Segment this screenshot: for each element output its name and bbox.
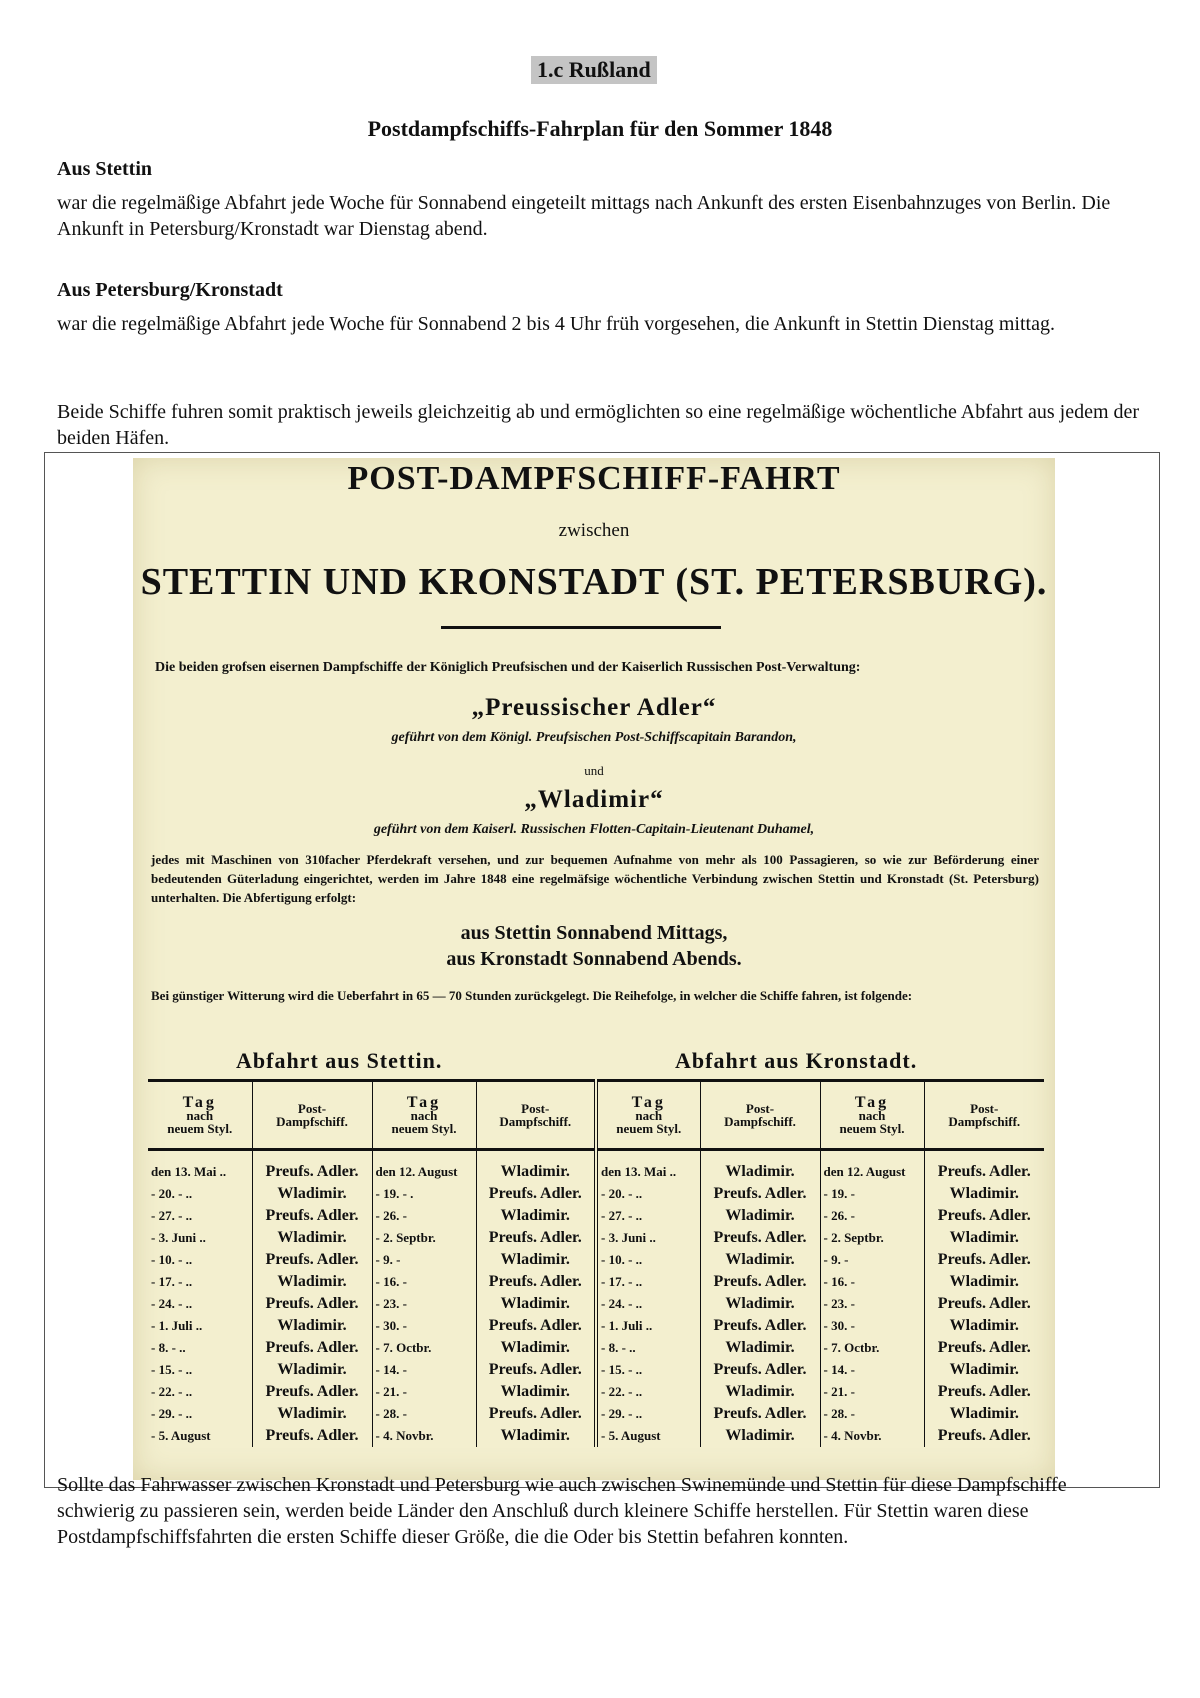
cell-ship: Wladimir. — [700, 1205, 820, 1227]
cell-ship: Preufs. Adler. — [252, 1293, 372, 1315]
cell-date: - 5. August — [148, 1425, 252, 1447]
ship1-name: „Preussischer Adler“ — [471, 694, 717, 721]
cell-ship: Wladimir. — [476, 1205, 596, 1227]
cell-ship: Preufs. Adler. — [700, 1227, 820, 1249]
cell-date: - 10. - .. — [148, 1249, 252, 1271]
section-heading-stettin: Aus Stettin — [57, 158, 153, 180]
cell-ship: Wladimir. — [252, 1315, 372, 1337]
cell-date: - 15. - .. — [596, 1359, 700, 1381]
section-stettin-heading: Abfahrt aus Stettin. — [236, 1048, 443, 1073]
col-header-ship: Post- Dampfschiff. — [700, 1081, 820, 1150]
cell-date: - 29. - .. — [596, 1403, 700, 1425]
cell-ship: Preufs. Adler. — [252, 1381, 372, 1403]
cell-date: - 27. - .. — [148, 1205, 252, 1227]
table-row — [148, 1249, 1044, 1271]
cell-ship: Preufs. Adler. — [476, 1403, 596, 1425]
col-header-tag: Tag nach neuem Styl. — [372, 1081, 476, 1150]
cell-date: - 17. - .. — [596, 1271, 700, 1293]
cell-ship: Wladimir. — [476, 1161, 596, 1183]
table-row — [148, 1271, 1044, 1293]
section-text-petersburg: war die regelmäßige Abfahrt jede Woche für Sonnabend 2 bis 4 Uhr früh vorgesehen, die Ankunft in Stettin Dienstag mittag. — [57, 313, 1055, 335]
cell-ship: Preufs. Adler. — [937, 1207, 1031, 1224]
cell-date: - 30. - — [372, 1315, 476, 1337]
cell-date: - 23. - — [372, 1293, 476, 1315]
cell-date: - 29. - .. — [148, 1403, 252, 1425]
cell-ship: Wladimir. — [700, 1249, 820, 1271]
cell-ship: Preufs. Adler. — [937, 1383, 1031, 1400]
cell-ship: Preufs. Adler. — [252, 1337, 372, 1359]
closing-paragraph: Sollte das Fahrwasser zwischen Kronstadt und Petersburg wie auch zwischen Swinemünde und Stettin für diese Dampfschiffe schwierig zu passieren sein, werden beide Länder den Anschluß durch kleinere Schiffe herstellen. Für Stettin waren diese Postdampfschiffsfahrten die ersten Schiffe dieser Größe, die die Oder bis Stettin befahren konnten. — [57, 1474, 1067, 1548]
cell-date: - 4. Novbr. — [820, 1425, 924, 1447]
table-row — [148, 1205, 1044, 1227]
cell-date: - 28. - — [372, 1403, 476, 1425]
timetable-body — [148, 1150, 1044, 1448]
departure-stettin: aus Stettin Sonnabend Mittags, — [460, 922, 728, 944]
cell-ship: Preufs. Adler. — [937, 1295, 1031, 1312]
cell-date: - 19. - . — [372, 1183, 476, 1205]
cell-date: - 10. - .. — [596, 1249, 700, 1271]
cell-date: - 24. - .. — [596, 1293, 700, 1315]
cell-ship: Preufs. Adler. — [476, 1271, 596, 1293]
cell-ship: Preufs. Adler. — [476, 1359, 596, 1381]
section-heading-petersburg: Aus Petersburg/Kronstadt — [57, 279, 283, 301]
departure-kronstadt: aus Kronstadt Sonnabend Abends. — [446, 948, 742, 970]
cell-ship: Wladimir. — [700, 1337, 820, 1359]
ship2-caption: geführt von dem Kaiserl. Russischen Flotten-Capitain-Lieutenant Duhamel, — [373, 822, 815, 837]
table-row — [148, 1359, 1044, 1381]
table-row — [148, 1227, 1044, 1249]
cell-date: - 5. August — [596, 1425, 700, 1447]
cell-ship: Preufs. Adler. — [700, 1359, 820, 1381]
cell-date: - 21. - — [820, 1381, 924, 1403]
col-header-ship: Post- Dampfschiff. — [924, 1081, 1044, 1150]
cell-ship: Wladimir. — [476, 1381, 596, 1403]
cell-date: - 22. - .. — [596, 1381, 700, 1403]
table-row — [148, 1293, 1044, 1315]
cell-ship: Wladimir. — [949, 1317, 1019, 1334]
cell-date: - 26. - — [372, 1205, 476, 1227]
cell-ship: Preufs. Adler. — [700, 1315, 820, 1337]
cell-ship: Wladimir. — [949, 1361, 1019, 1378]
section-text-stettin: war die regelmäßige Abfahrt jede Woche für Sonnabend eingeteilt mittags nach Ankunft des ersten Eisenbahnzuges von Berlin. Die Ankunft in Petersburg/Kronstadt war Dienstag abend. — [57, 192, 1111, 240]
cell-date: - 27. - .. — [596, 1205, 700, 1227]
cell-date: - 19. - — [820, 1183, 924, 1205]
cell-ship: Preufs. Adler. — [476, 1227, 596, 1249]
cell-ship: Preufs. Adler. — [937, 1339, 1031, 1356]
cell-ship: Wladimir. — [252, 1227, 372, 1249]
cell-ship: Preufs. Adler. — [937, 1427, 1031, 1444]
cell-date: - 9. - — [372, 1249, 476, 1271]
und-text: und — [584, 763, 604, 778]
cell-date: - 20. - .. — [148, 1183, 252, 1205]
cell-date: - 20. - .. — [596, 1183, 700, 1205]
cell-ship: Wladimir. — [700, 1381, 820, 1403]
poster-subheading: zwischen — [558, 520, 630, 541]
cell-date: den 13. Mai .. — [596, 1161, 700, 1183]
timetable-header-row — [148, 1081, 1044, 1150]
cell-date: - 2. Septbr. — [372, 1227, 476, 1249]
cell-date: - 1. Juli .. — [596, 1315, 700, 1337]
cell-ship: Wladimir. — [252, 1359, 372, 1381]
poster-intro: Die beiden grofsen eisernen Dampfschiffe der Königlich Preufsischen und der Kaiserlich Russischen Post-Verwaltung: — [155, 660, 861, 675]
poster-route-heading: STETTIN UND KRONSTADT (ST. PETERSBURG). — [140, 561, 1048, 603]
col-header-ship: Post- Dampfschiff. — [476, 1081, 596, 1150]
section-kronstadt-heading: Abfahrt aus Kronstadt. — [675, 1048, 918, 1073]
poster-body-1: jedes mit Maschinen von 310facher Pferdekraft versehen, und zur bequemen Aufnahme von mehr als 100 Passagieren, so wie zur Beförderung einer bedeutenden Güterladung eingerichtet, werden im Jahre 1848 eine regelmäfsige wöchentliche Verbindung zwischen Stettin und Kronstadt (St. Petersburg) unterhalten. Die Abfertigung erfolgt: — [151, 852, 1039, 905]
poster-heading: POST-DAMPFSCHIFF-FAHRT — [347, 460, 841, 497]
cell-date: - 30. - — [820, 1315, 924, 1337]
cell-date: - 4. Novbr. — [372, 1425, 476, 1447]
cell-date: - 3. Juni .. — [148, 1227, 252, 1249]
cell-date: - 8. - .. — [148, 1337, 252, 1359]
cell-date: - 16. - — [372, 1271, 476, 1293]
timetable — [148, 1079, 1044, 1447]
chapter-heading: 1.c Rußland — [531, 56, 657, 84]
cell-ship: Wladimir. — [700, 1293, 820, 1315]
cell-date: den 13. Mai .. — [148, 1161, 252, 1183]
cell-ship: Preufs. Adler. — [252, 1205, 372, 1227]
cell-date: - 3. Juni .. — [596, 1227, 700, 1249]
cell-ship: Preufs. Adler. — [252, 1425, 372, 1447]
page-title: Postdampfschiffs-Fahrplan für den Sommer 1848 — [367, 116, 833, 141]
cell-date: - 9. - — [820, 1249, 924, 1271]
cell-date: - 23. - — [820, 1293, 924, 1315]
poster-divider — [441, 626, 721, 629]
table-row — [148, 1425, 1044, 1447]
cell-ship: Wladimir. — [949, 1229, 1019, 1246]
cell-date: - 7. Octbr. — [820, 1337, 924, 1359]
ship2-name: „Wladimir“ — [524, 786, 664, 813]
ship1-caption: geführt von dem Königl. Preufsischen Post-Schiffscapitain Barandon, — [391, 730, 797, 745]
cell-ship: Wladimir. — [476, 1337, 596, 1359]
cell-date: - 16. - — [820, 1271, 924, 1293]
cell-ship: Preufs. Adler. — [700, 1271, 820, 1293]
cell-ship: Wladimir. — [476, 1425, 596, 1447]
cell-date: - 24. - .. — [148, 1293, 252, 1315]
cell-date: - 14. - — [372, 1359, 476, 1381]
table-row — [148, 1337, 1044, 1359]
table-row — [148, 1183, 1044, 1205]
cell-date: - 17. - .. — [148, 1271, 252, 1293]
cell-ship: Wladimir. — [252, 1271, 372, 1293]
col-header-ship: Post- Dampfschiff. — [252, 1081, 372, 1150]
cell-ship: Wladimir. — [476, 1293, 596, 1315]
col-header-tag: Tag nach neuem Styl. — [596, 1081, 700, 1150]
cell-date: - 22. - .. — [148, 1381, 252, 1403]
cell-ship: Wladimir. — [949, 1405, 1019, 1422]
table-row — [148, 1381, 1044, 1403]
cell-date: - 7. Octbr. — [372, 1337, 476, 1359]
poster-body-2: Bei günstiger Witterung wird die Ueberfahrt in 65 — 70 Stunden zurückgelegt. Die Reihefolge, in welcher die Schiffe fahren, ist folgende: — [151, 988, 913, 1003]
table-row — [148, 1315, 1044, 1337]
cell-date: - 1. Juli .. — [148, 1315, 252, 1337]
cell-ship: Wladimir. — [949, 1273, 1019, 1290]
cell-date: den 12. August — [372, 1161, 476, 1183]
cell-ship: Preufs. Adler. — [252, 1249, 372, 1271]
cell-ship: Preufs. Adler. — [700, 1183, 820, 1205]
cell-ship: Wladimir. — [949, 1185, 1019, 1202]
cell-ship: Preufs. Adler. — [700, 1403, 820, 1425]
table-row — [148, 1161, 1044, 1183]
cell-date: - 26. - — [820, 1205, 924, 1227]
cell-ship: Preufs. Adler. — [476, 1315, 596, 1337]
cell-ship: Wladimir. — [476, 1249, 596, 1271]
cell-date: - 2. Septbr. — [820, 1227, 924, 1249]
cell-date: - 8. - .. — [596, 1337, 700, 1359]
cell-ship: Preufs. Adler. — [476, 1183, 596, 1205]
cell-date: - 15. - .. — [148, 1359, 252, 1381]
cell-ship: Wladimir. — [252, 1183, 372, 1205]
cell-ship: Wladimir. — [252, 1403, 372, 1425]
col-header-tag: Tag nach neuem Styl. — [820, 1081, 924, 1150]
cell-ship: Preufs. Adler. — [937, 1251, 1031, 1268]
cell-date: - 28. - — [820, 1403, 924, 1425]
cell-ship: Wladimir. — [700, 1425, 820, 1447]
table-row — [148, 1403, 1044, 1425]
cell-date: - 21. - — [372, 1381, 476, 1403]
cell-date: den 12. August — [820, 1161, 924, 1183]
cell-date: - 14. - — [820, 1359, 924, 1381]
cell-ship: Wladimir. — [700, 1161, 820, 1183]
summary-paragraph: Beide Schiffe fuhren somit praktisch jeweils gleichzeitig ab und ermöglichten so eine regelmäßige wöchentliche Abfahrt aus jedem der beiden Häfen. — [57, 401, 1140, 449]
col-header-tag: Tag nach neuem Styl. — [148, 1081, 252, 1150]
cell-ship: Preufs. Adler. — [252, 1161, 372, 1183]
cell-ship: Preufs. Adler. — [937, 1163, 1031, 1180]
